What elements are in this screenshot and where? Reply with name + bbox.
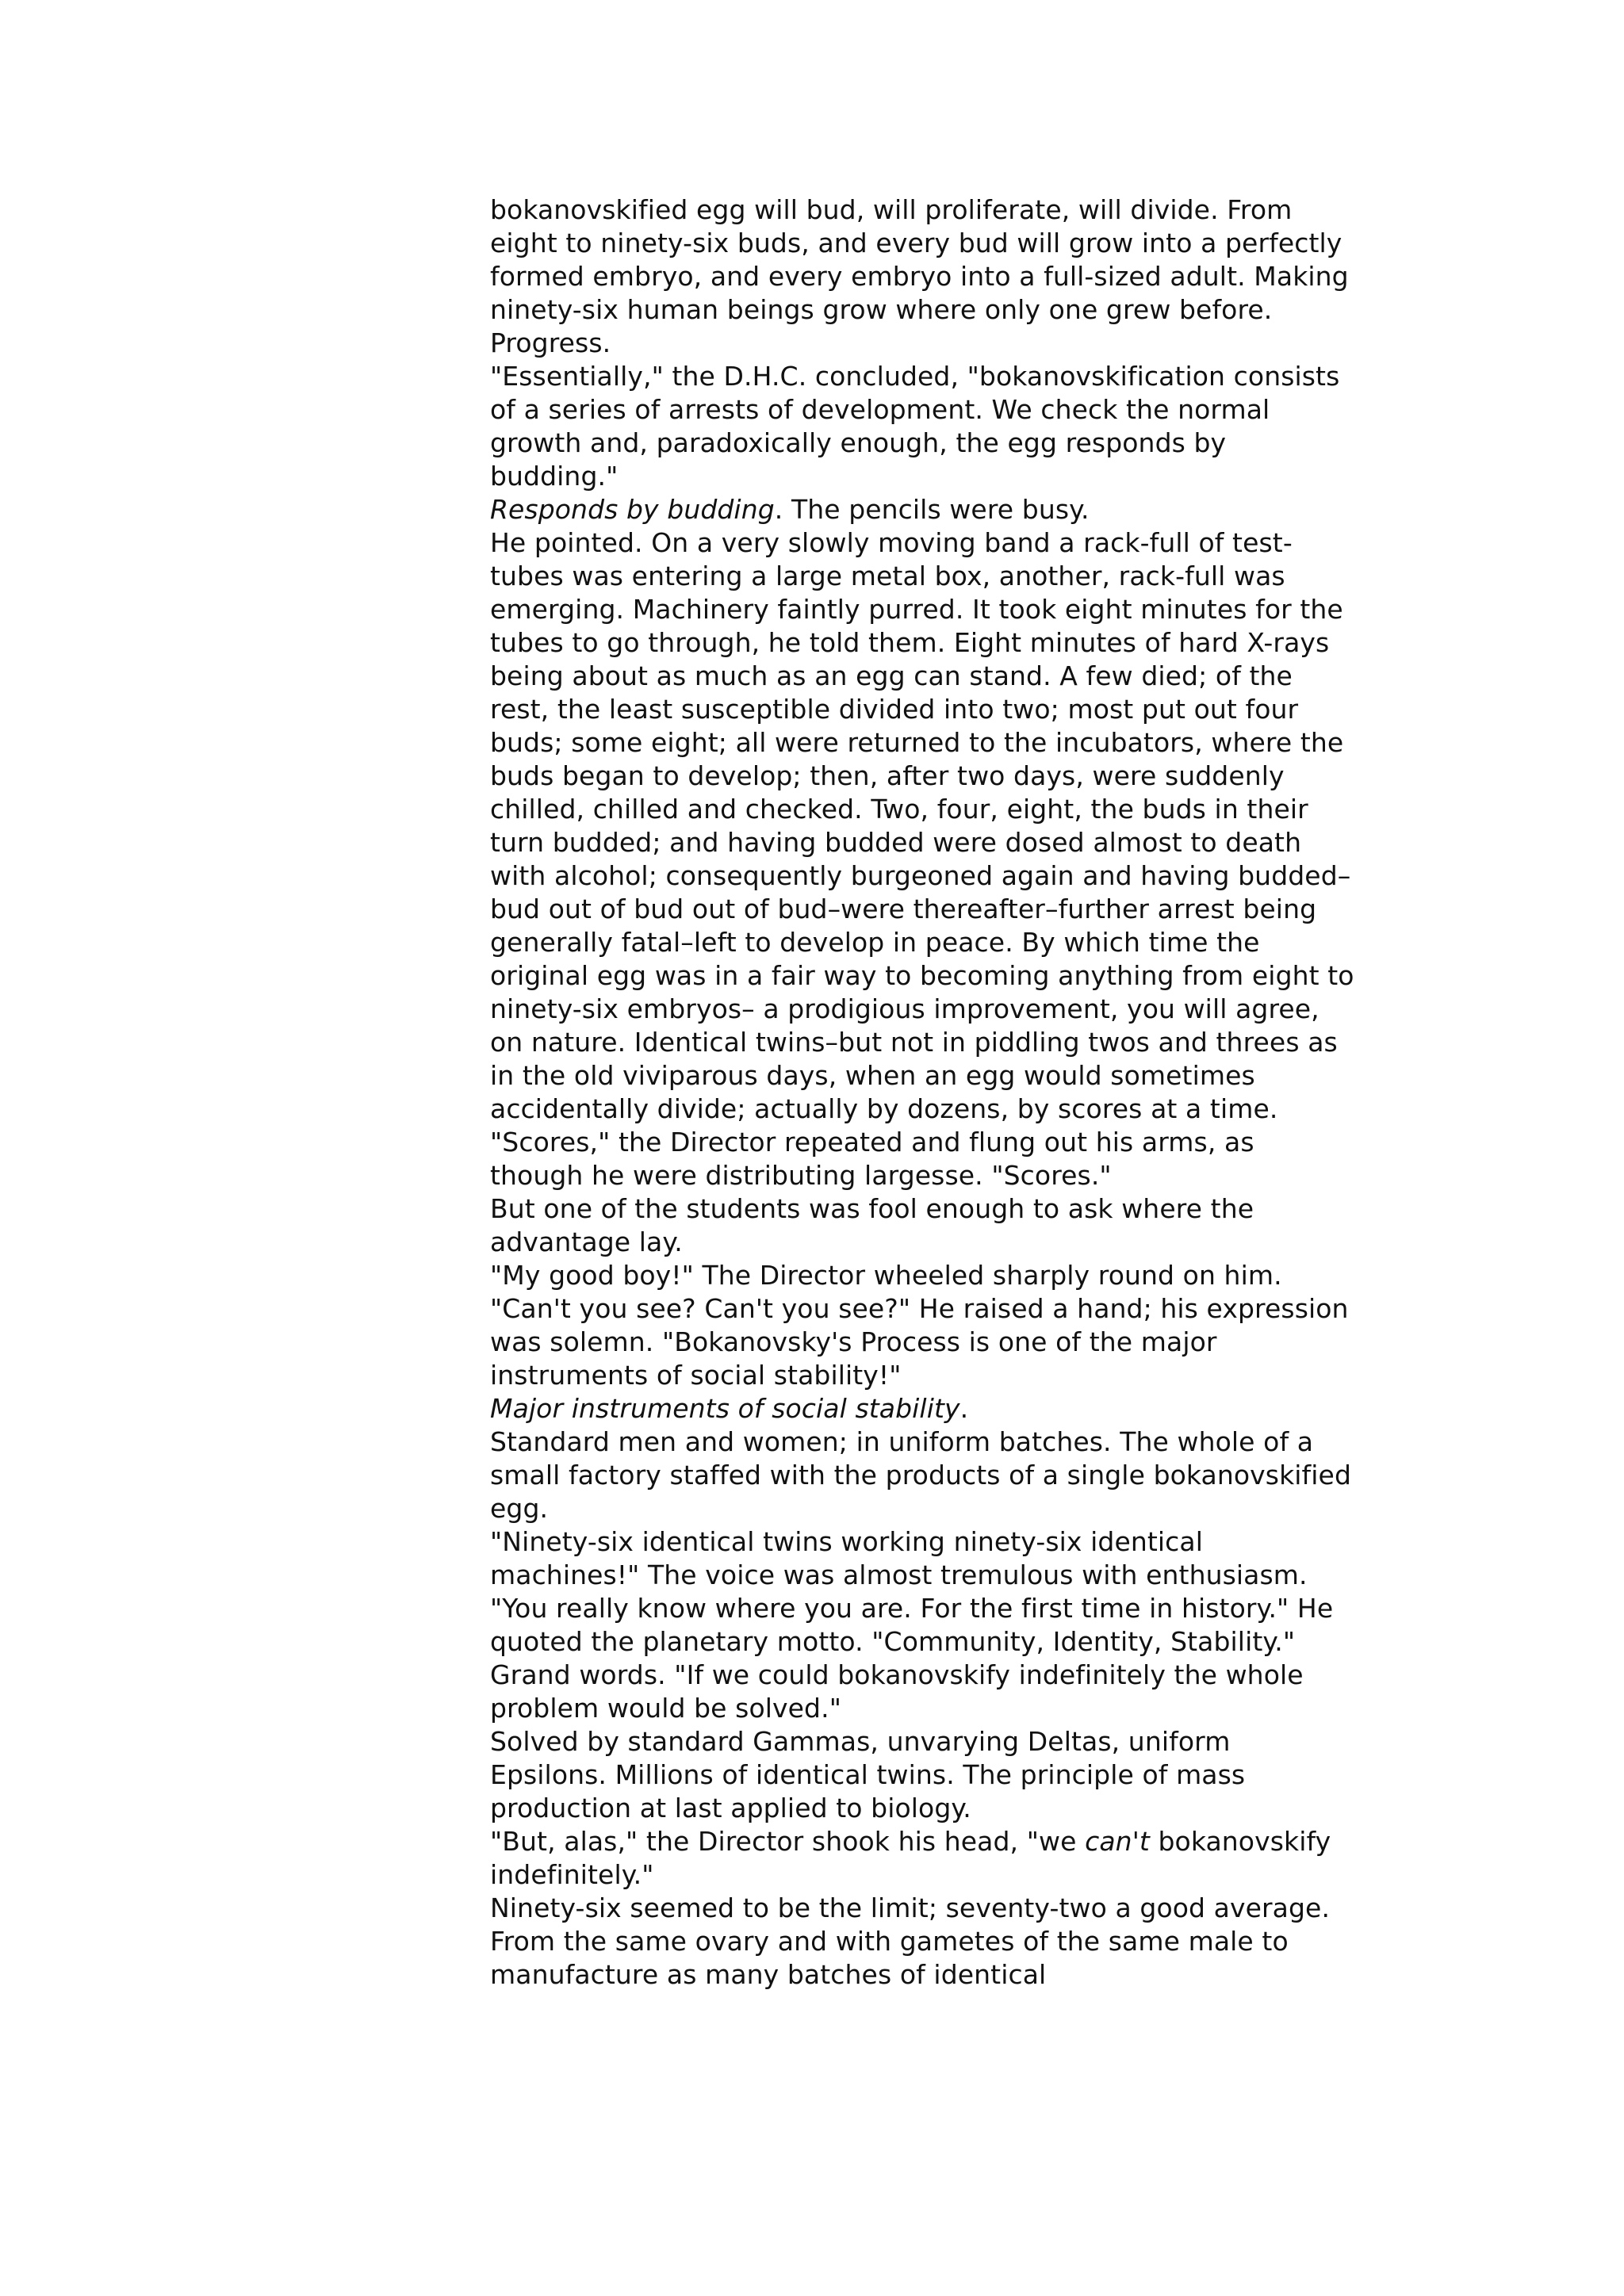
paragraph-text: He pointed. On a very slowly moving band a rack-full of test-tubes was entering a large metal box, another, rack-full was emerging. Machinery faintly purred. It took eight minutes for the tubes to go through, he told them. Eight minutes of hard X-rays being about as much as an egg can stand. A few died; of the rest, the least susceptible divided into two; most put out four buds; some eight; all were returned to the incubators, where the buds began to develop; then, after two days, were suddenly chilled, chilled and checked. Two, four, eight, the buds in their turn budded; and having budded were dosed almost to death with alcohol; consequently burgeoned again and having budded–bud out of bud out of bud–were thereafter–further arrest being generally fatal–left to develop in peace. By which time the original egg was in a fair way to becoming anything from eight to ninety-six embryos– a prodigious improvement, you will agree, on nature. Identical twins–but not in piddling twos and threes as in the old viviparous days, when an egg would sometimes accidentally divide; actually by dozens, by scores at a time.	[490, 527, 1354, 1124]
italic-emphasis: Responds by budding	[490, 494, 775, 525]
paragraph-text: Solved by standard Gammas, unvarying Deltas, uniform Epsilons. Millions of identical twins. The principle of mass production at last applied to biology.	[490, 1726, 1246, 1823]
paragraph-text: "But, alas," the Director shook his head, "we	[490, 1826, 1086, 1857]
paragraph-text: "Scores," the Director repeated and flung out his arms, as though he were distributing largesse. "Scores."	[490, 1127, 1254, 1191]
paragraph-text: . The pencils were busy.	[774, 494, 1090, 525]
paragraph-text: .	[959, 1393, 969, 1424]
paragraph	[490, 1892, 1354, 1992]
paragraph	[490, 1392, 1354, 1425]
paragraph-text: But one of the students was fool enough to ask where the advantage lay.	[490, 1193, 1254, 1257]
paragraph-text: bokanovskify indefinitely."	[490, 1826, 1331, 1890]
paragraph	[490, 1825, 1354, 1892]
paragraph	[490, 1425, 1354, 1525]
paragraph-text: "Ninety-six identical twins working ninety-six identical machines!" The voice was almost tremulous with enthusiasm. "You really know where you are. For the first time in history." He quoted the planetary motto. "Community, Identity, Stability." Grand words. "If we could bokanovskify indefinitely the whole problem would be solved."	[490, 1526, 1334, 1724]
paragraph	[490, 360, 1354, 493]
paragraph	[490, 1192, 1354, 1259]
paragraph	[490, 493, 1354, 526]
paragraph	[490, 1725, 1354, 1825]
paragraph	[490, 1525, 1354, 1725]
text-column	[490, 193, 1354, 1992]
paragraph-text: "Essentially," the D.H.C. concluded, "bokanovskification consists of a series of arrests of development. We check the normal growth and, paradoxically enough, the egg responds by budding."	[490, 361, 1340, 492]
paragraph	[490, 526, 1354, 1126]
paragraph	[490, 193, 1354, 360]
paragraph-text: bokanovskified egg will bud, will proliferate, will divide. From eight to ninety-six buds, and every bud will grow into a perfectly formed embryo, and every embryo into a full-sized adult. Making ninety-six human beings grow where only one grew before. Progress.	[490, 194, 1349, 358]
italic-emphasis: Major instruments of social stability	[490, 1393, 960, 1424]
paragraph-text: "My good boy!" The Director wheeled sharply round on him. "Can't you see? Can't you see?" He raised a hand; his expression was solemn. "Bokanovsky's Process is one of the major instruments of social stability!"	[490, 1260, 1349, 1391]
paragraph	[490, 1259, 1354, 1392]
paragraph-text: Standard men and women; in uniform batches. The whole of a small factory staffed with the products of a single bokanovskified egg.	[490, 1426, 1351, 1524]
paragraph	[490, 1126, 1354, 1192]
italic-emphasis: can't	[1085, 1826, 1150, 1857]
paragraph-text: Ninety-six seemed to be the limit; seventy-two a good average. From the same ovary and with gametes of the same male to manufacture as many batches of identical	[490, 1892, 1331, 1990]
